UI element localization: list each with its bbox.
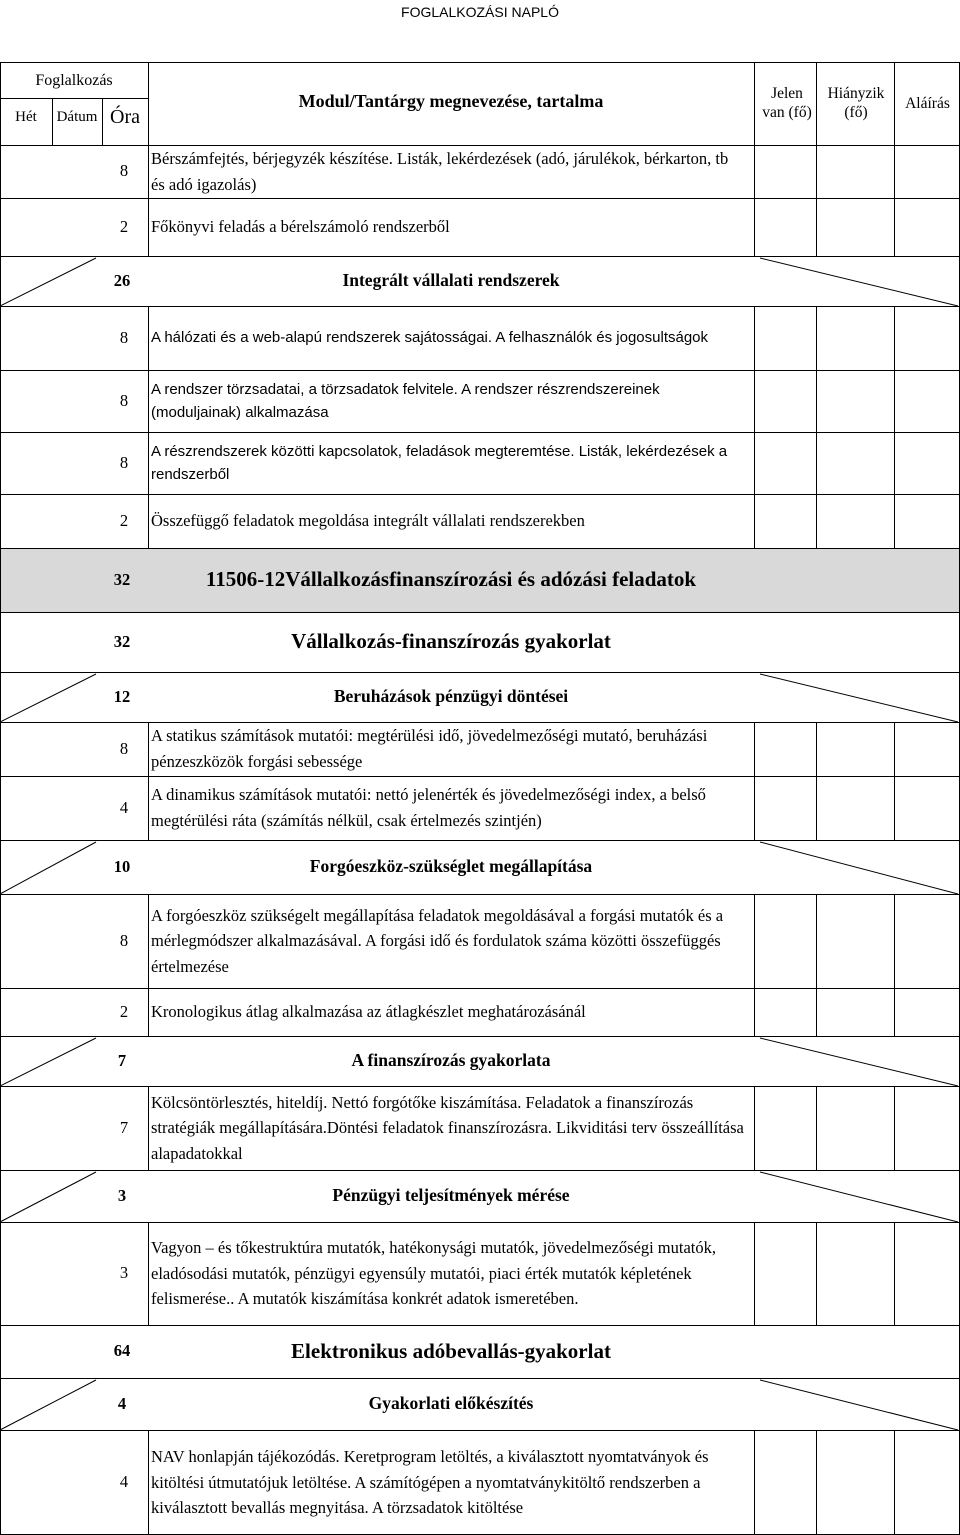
column-border <box>894 988 895 1036</box>
column-border <box>816 1222 817 1325</box>
column-border <box>754 370 755 432</box>
column-border <box>148 894 149 988</box>
row-hours: 10 <box>113 856 131 876</box>
column-border <box>894 1222 895 1325</box>
diagonal-line <box>0 674 96 722</box>
column-border <box>816 370 817 432</box>
row-hours: 7 <box>119 1117 129 1137</box>
diagonal-line <box>0 1380 96 1430</box>
column-border <box>754 1430 755 1535</box>
diagonal-line <box>760 1172 958 1222</box>
subject-heading: Elektronikus adóbevallás-gyakorlat <box>291 1338 611 1363</box>
diagonal-line <box>760 1038 958 1086</box>
row-hours: 8 <box>119 930 129 950</box>
row-content: Kölcsöntörlesztés, hiteldíj. Nettó forgótőke kiszámítása. Feladatok a finanszírozás stratégiák megállapítására.Döntési feladatok finanszírozásra. Likviditási terv összeállítása alapadatokkal <box>151 1092 744 1163</box>
row-hours: 8 <box>119 738 129 758</box>
column-border <box>816 1430 817 1535</box>
section-heading: Forgóeszköz-szükséglet megállapítása <box>309 856 593 877</box>
column-border <box>754 494 755 548</box>
column-border <box>754 432 755 494</box>
row-hours: 2 <box>119 1001 129 1021</box>
row-hours: 2 <box>119 510 129 530</box>
header-alairas: Aláírás <box>905 94 950 112</box>
row-content: Vagyon – és tőkestruktúra mutatók, hatékonysági mutatók, jövedelmezőségi mutatók, eladósodási mutatók, pénzügyi egyensúly mutatói, piaci érték mutatók képletének felismerése.. A mutatók kiszámítása konkrét adatok ismeretében. <box>151 1238 717 1309</box>
column-border <box>894 306 895 370</box>
row-hours: 7 <box>117 1050 127 1070</box>
row-content: NAV honlapján tájékozódás. Keretprogram letöltés, a kiválasztott nyomtatványok és kitöltési útmutatójuk letöltése. A számítógépen a nyomtatványkitöltő rendszerben a kiválasztott bevallás megnyitása. A törzsadatok kitöltése <box>151 1447 709 1518</box>
row-content: A dinamikus számítások mutatói: nettó jelenérték és jövedelmezőségi index, a belső megtérülési ráta (számítás nélkül, csak értelmezés szintjén) <box>151 785 706 830</box>
row-content: Bérszámfejtés, bérjegyzék készítése. Listák, lekérdezések (adó, járulékok, bérkarton, tb és adó igazolás) <box>151 148 729 194</box>
header-ora: Óra <box>110 105 140 128</box>
column-border <box>816 722 817 776</box>
column-border <box>816 894 817 988</box>
row-hours: 26 <box>113 270 131 290</box>
subject-heading: Vállalkozás-finanszírozás gyakorlat <box>291 629 611 654</box>
column-border <box>148 494 149 548</box>
header-hianyzik: Hiányzik (fő) <box>827 85 885 121</box>
column-border <box>754 198 755 256</box>
row-hours: 8 <box>119 161 129 181</box>
section-heading: A finanszírozás gyakorlata <box>351 1050 551 1071</box>
row-hours: 4 <box>119 1472 129 1492</box>
diagonal-line <box>0 258 96 306</box>
diagonal-line <box>0 1172 96 1222</box>
column-border <box>894 494 895 548</box>
column-border <box>894 198 895 256</box>
header-het: Hét <box>15 108 37 125</box>
column-border <box>148 1222 149 1325</box>
row-content: A forgóeszköz szükségelt megállapítása feladatok megoldásával a forgási mutatók és a mérlegmódszer alkalmazásával. A forgási idő és fordulatok száma közötti összefüggés értelmezése <box>151 905 724 976</box>
row-content: Kronologikus átlag alkalmazása az átlagkészlet meghatározásánál <box>151 1002 586 1022</box>
column-border <box>754 894 755 988</box>
row-content: Főkönyvi feladás a bérelszámoló rendszerből <box>151 217 450 237</box>
row-hours: 32 <box>113 631 131 651</box>
column-border <box>816 494 817 548</box>
column-border <box>148 988 149 1036</box>
column-border <box>894 1430 895 1535</box>
row-hours: 8 <box>119 452 129 472</box>
column-border <box>894 370 895 432</box>
row-hours: 2 <box>119 216 129 236</box>
row-content: A rendszer törzsadatai, a törzsadatok felvitele. A rendszer részrendszereinek (moduljainak) alkalmazása <box>151 380 660 421</box>
diagonal-line <box>0 1038 96 1086</box>
row-hours: 3 <box>117 1185 127 1205</box>
section-heading: Beruházások pénzügyi döntései <box>333 686 569 707</box>
column-border <box>148 776 149 840</box>
column-border <box>894 894 895 988</box>
diagonal-line <box>760 674 958 722</box>
row-hours: 12 <box>113 686 131 706</box>
header-datum: Dátum <box>56 108 98 125</box>
column-border <box>148 1086 149 1170</box>
row-hours: 4 <box>119 797 129 817</box>
column-border <box>816 198 817 256</box>
column-border <box>754 776 755 840</box>
column-border <box>148 432 149 494</box>
column-border <box>148 198 149 256</box>
column-border <box>754 722 755 776</box>
page-title: FOGLALKOZÁSI NAPLÓ <box>401 4 559 20</box>
column-border <box>148 722 149 776</box>
row-hours: 8 <box>119 390 129 410</box>
header-foglalkozas: Foglalkozás <box>35 72 113 90</box>
column-border <box>816 145 817 198</box>
row-content: A statikus számítások mutatói: megtérülési idő, jövedelmezőségi mutató, beruházási pénzeszközök forgási sebessége <box>151 726 708 771</box>
column-border <box>894 1086 895 1170</box>
column-border <box>754 306 755 370</box>
column-border <box>754 1222 755 1325</box>
row-hours: 64 <box>113 1341 131 1361</box>
column-border <box>894 722 895 776</box>
diagonal-line <box>0 842 96 894</box>
column-border <box>816 432 817 494</box>
module-heading: 11506-12Vállalkozásfinanszírozási és adózási feladatok <box>205 567 697 592</box>
column-border <box>894 776 895 840</box>
diagonal-line <box>760 258 958 306</box>
column-border <box>148 306 149 370</box>
section-heading: Gyakorlati előkészítés <box>368 1393 534 1414</box>
column-border <box>816 988 817 1036</box>
row-hours: 8 <box>119 327 129 347</box>
column-border <box>894 432 895 494</box>
column-border <box>754 145 755 198</box>
column-border <box>816 1086 817 1170</box>
column-border <box>816 776 817 840</box>
column-border <box>754 1086 755 1170</box>
row-content: Összefüggő feladatok megoldása integrált vállalati rendszerekben <box>151 511 585 531</box>
column-border <box>754 988 755 1036</box>
column-border <box>148 145 149 198</box>
header-modul: Modul/Tantárgy megnevezése, tartalma <box>298 91 604 112</box>
header-jelen: Jelen van (fő) <box>762 85 812 121</box>
section-heading: Pénzügyi teljesítmények mérése <box>332 1185 570 1206</box>
column-border <box>894 145 895 198</box>
section-heading: Integrált vállalati rendszerek <box>342 270 560 291</box>
row-hours: 4 <box>117 1393 127 1413</box>
column-border <box>148 370 149 432</box>
row-content: A részrendszerek közötti kapcsolatok, feladások megteremtése. Listák, lekérdezések a rendszerből <box>151 442 728 483</box>
diagonal-line <box>760 842 958 894</box>
row-hours: 3 <box>119 1263 129 1283</box>
column-border <box>148 1430 149 1535</box>
row-content: A hálózati és a web-alapú rendszerek sajátosságai. A felhasználók és jogosultságok <box>151 329 709 347</box>
row-hours: 32 <box>113 569 131 589</box>
diagonal-line <box>760 1380 958 1430</box>
column-border <box>816 306 817 370</box>
